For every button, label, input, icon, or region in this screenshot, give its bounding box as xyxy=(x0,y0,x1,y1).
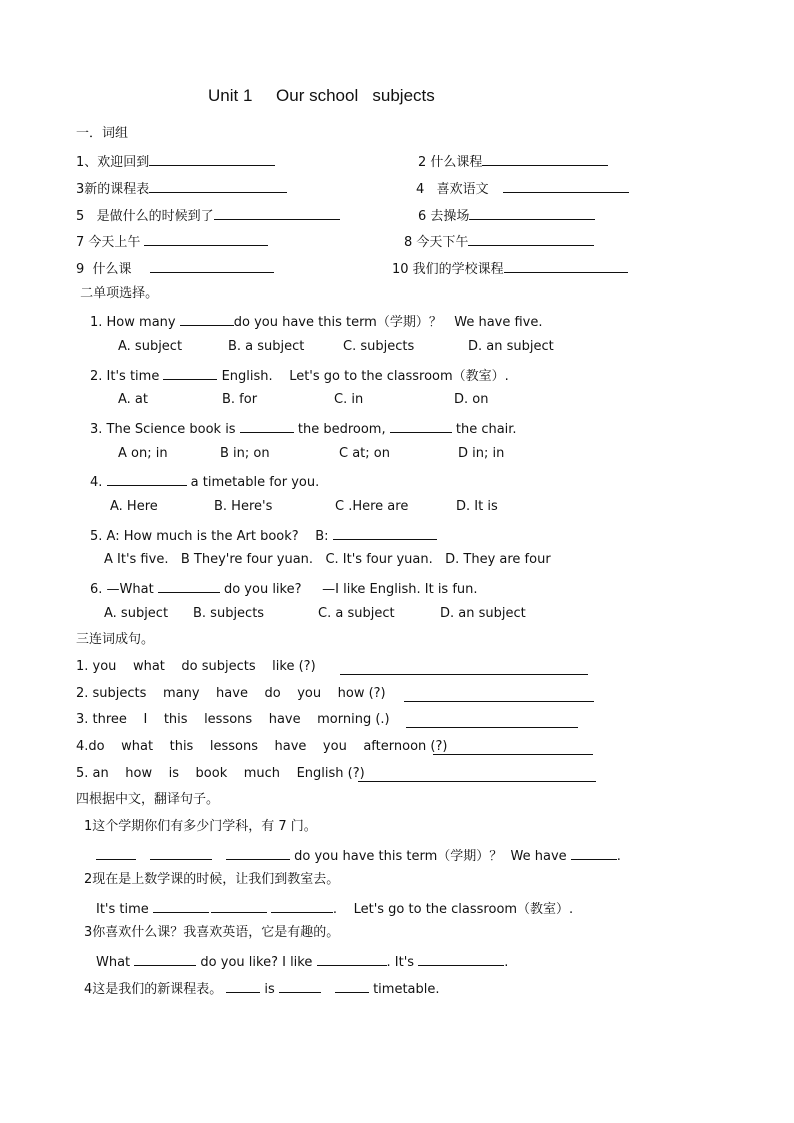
answer-blank[interactable] xyxy=(503,179,629,193)
option-1a[interactable]: A. subject xyxy=(118,339,183,354)
phrase-10 xyxy=(392,259,628,278)
phrase-4-text: 4 喜欢语文 xyxy=(416,182,489,197)
phrase-5 xyxy=(76,206,340,225)
answer-blank[interactable] xyxy=(149,152,275,166)
question-text: a timetable for you. xyxy=(186,475,320,490)
answer-blank[interactable] xyxy=(571,846,617,860)
answer-blank[interactable] xyxy=(333,526,437,540)
option-1b[interactable]: B. a subject xyxy=(228,339,305,354)
scramble-2: 2. subjects many have do you how (?) xyxy=(76,686,386,701)
phrase-8-text: 8 今天下午 xyxy=(404,235,469,250)
answer-blank[interactable] xyxy=(418,952,504,966)
answer-blank[interactable] xyxy=(180,312,234,326)
answer-blank[interactable] xyxy=(211,899,267,913)
phrase-3 xyxy=(76,179,287,198)
answer-blank[interactable] xyxy=(358,768,596,782)
question-text: the chair. xyxy=(451,422,517,437)
phrase-5-text: 5 是做什么的时候到了 xyxy=(76,209,214,224)
answer-blank[interactable] xyxy=(96,846,136,860)
mc-question-5 xyxy=(90,526,437,545)
sentence-text: timetable. xyxy=(368,982,440,997)
answer-blank[interactable] xyxy=(271,899,333,913)
question-text: 5. A: How much is the Art book? B: xyxy=(90,529,333,544)
scramble-4: 4.do what this lessons have you afternoon (?) xyxy=(76,739,448,754)
option-1d[interactable]: D. an subject xyxy=(468,339,554,354)
answer-blank[interactable] xyxy=(226,846,290,860)
options-5[interactable]: A It's five. B They're four yuan. C. It's four yuan. D. They are four xyxy=(104,552,551,567)
answer-blank[interactable] xyxy=(433,741,593,755)
option-3a[interactable]: A on; in xyxy=(118,446,168,461)
answer-blank[interactable] xyxy=(134,952,196,966)
answer-blank[interactable] xyxy=(214,206,340,220)
mc-question-2 xyxy=(90,366,509,385)
phrase-10-text: 10 我们的学校课程 xyxy=(392,262,504,277)
answer-blank[interactable] xyxy=(279,979,321,993)
question-text: 4. xyxy=(90,475,107,490)
translate-2-english xyxy=(96,899,573,918)
scramble-1: 1. you what do subjects like (?) xyxy=(76,659,316,674)
answer-blank[interactable] xyxy=(482,152,608,166)
question-text: 6. —What xyxy=(90,582,158,597)
answer-blank[interactable] xyxy=(504,259,628,273)
phrase-7 xyxy=(76,232,268,251)
translate-2-chinese: 2现在是上数学课的时候，让我们到教室去。 xyxy=(84,872,340,887)
question-text: English. Let's go to the classroom（教室）. xyxy=(217,369,509,384)
section3-heading: 三连词成句。 xyxy=(76,632,155,647)
option-3d[interactable]: D in; in xyxy=(458,446,505,461)
answer-blank[interactable] xyxy=(150,259,274,273)
option-2c[interactable]: C. in xyxy=(334,392,364,407)
answer-blank[interactable] xyxy=(404,688,594,702)
sentence-text: . Let's go to the classroom（教室）. xyxy=(332,902,574,917)
option-2b[interactable]: B. for xyxy=(222,392,258,407)
answer-blank[interactable] xyxy=(163,366,217,380)
sentence-text: do you have this term（学期）？ We have xyxy=(290,849,571,864)
phrase-7-text: 7 今天上午 xyxy=(76,235,141,250)
answer-blank[interactable] xyxy=(150,846,212,860)
mc-question-1 xyxy=(90,312,543,331)
sentence-text: do you like? I like xyxy=(196,955,317,970)
translate-4 xyxy=(84,979,440,998)
answer-blank[interactable] xyxy=(317,952,387,966)
answer-blank[interactable] xyxy=(153,899,209,913)
phrase-6 xyxy=(418,206,595,225)
phrase-6-text: 6 去操场 xyxy=(418,209,470,224)
answer-blank[interactable] xyxy=(158,579,220,593)
phrase-1-text: 1、欢迎回到 xyxy=(76,155,150,170)
phrase-2 xyxy=(418,152,608,171)
option-3b[interactable]: B in; on xyxy=(220,446,270,461)
question-text: do you like? —I like English. It is fun. xyxy=(219,582,478,597)
scramble-5: 5. an how is book much English (?) xyxy=(76,766,365,781)
sentence-text: . It's xyxy=(386,955,419,970)
sentence-text: . xyxy=(616,849,621,864)
answer-blank[interactable] xyxy=(469,206,595,220)
question-text: 2. It's time xyxy=(90,369,164,384)
question-text: the bedroom, xyxy=(293,422,390,437)
phrase-8 xyxy=(404,232,594,251)
sentence-text: . xyxy=(504,955,509,970)
question-text: 3. The Science book is xyxy=(90,422,240,437)
mc-question-3 xyxy=(90,419,517,438)
mc-question-4 xyxy=(90,472,319,491)
option-4b[interactable]: B. Here's xyxy=(214,499,273,514)
sentence-text: is xyxy=(260,982,279,997)
option-3c[interactable]: C at; on xyxy=(339,446,390,461)
translate-3-english xyxy=(96,952,508,971)
answer-blank[interactable] xyxy=(335,979,369,993)
answer-blank[interactable] xyxy=(468,232,594,246)
answer-blank[interactable] xyxy=(406,714,578,728)
translate-1-chinese: 1这个学期你们有多少门学科，有 7 门。 xyxy=(84,819,317,834)
section1-heading: 一．词组 xyxy=(76,126,129,141)
translate-4-chinese: 4这是我们的新课程表。 xyxy=(84,982,223,997)
scramble-3: 3. three I this lessons have morning (.) xyxy=(76,712,390,727)
phrase-9-text: 9 什么课 xyxy=(76,262,132,277)
option-2d[interactable]: D. on xyxy=(454,392,489,407)
phrase-1 xyxy=(76,152,275,171)
answer-blank[interactable] xyxy=(149,179,287,193)
answer-blank[interactable] xyxy=(226,979,260,993)
phrase-3-text: 3新的课程表 xyxy=(76,182,150,197)
mc-question-6 xyxy=(90,579,478,598)
option-2a[interactable]: A. at xyxy=(118,392,148,407)
translate-3-chinese: 3你喜欢什么课？我喜欢英语，它是有趣的。 xyxy=(84,925,340,940)
option-6d[interactable]: D. an subject xyxy=(440,606,526,621)
phrase-4 xyxy=(416,179,629,198)
answer-blank[interactable] xyxy=(144,232,268,246)
question-text: do you have this term（学期）？ We have five. xyxy=(233,315,543,330)
answer-blank[interactable] xyxy=(240,419,294,433)
translate-1-english xyxy=(96,846,621,865)
question-text: 1. How many xyxy=(90,315,180,330)
sentence-text: What xyxy=(96,955,135,970)
worksheet-title: Unit 1 Our school subjects xyxy=(208,86,435,105)
section2-heading: 二单项选择。 xyxy=(76,286,159,301)
option-4d[interactable]: D. It is xyxy=(456,499,498,514)
section4-heading: 四根据中文，翻译句子。 xyxy=(76,792,220,807)
option-6a[interactable]: A. subject xyxy=(104,606,169,621)
option-6b[interactable]: B. subjects xyxy=(193,606,265,621)
option-6c[interactable]: C. a subject xyxy=(318,606,395,621)
answer-blank[interactable] xyxy=(107,472,187,486)
answer-blank[interactable] xyxy=(390,419,452,433)
answer-blank[interactable] xyxy=(340,661,588,675)
phrase-9 xyxy=(76,259,274,278)
phrase-2-text: 2 什么课程 xyxy=(418,155,483,170)
sentence-text: It's time xyxy=(96,902,153,917)
option-1c[interactable]: C. subjects xyxy=(343,339,415,354)
option-4a[interactable]: A. Here xyxy=(110,499,158,514)
option-4c[interactable]: C .Here are xyxy=(335,499,409,514)
